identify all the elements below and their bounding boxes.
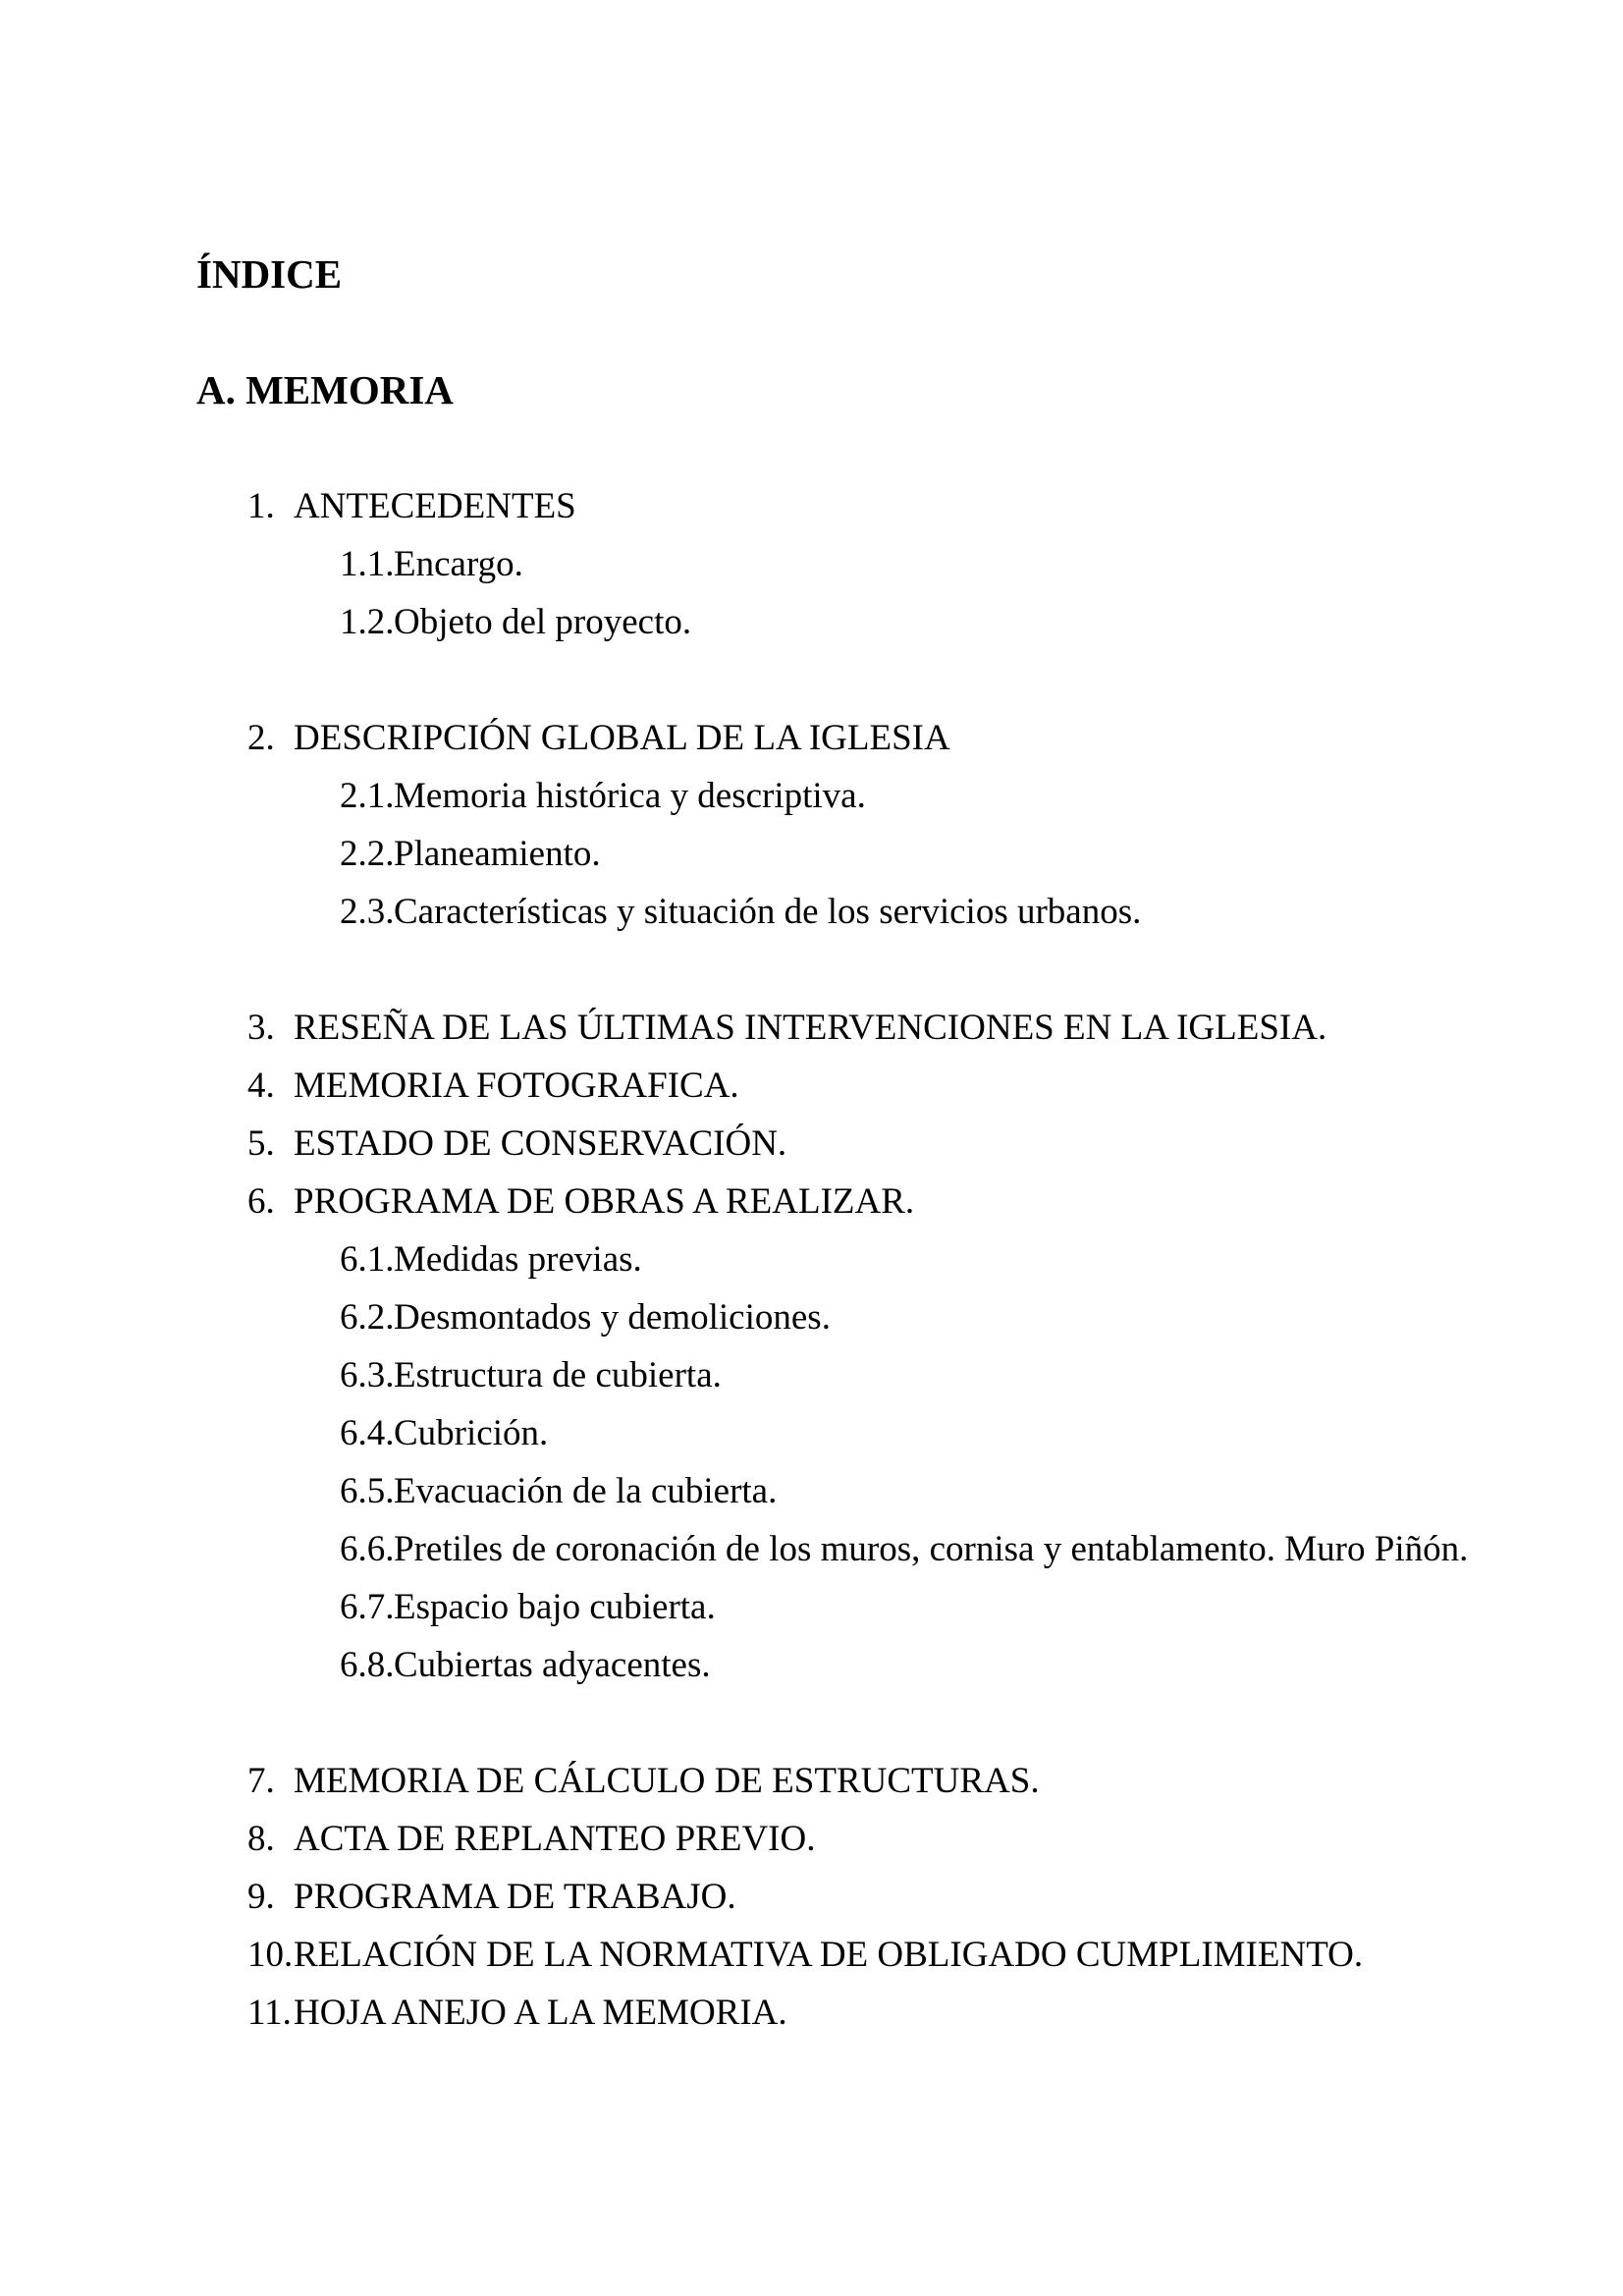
toc-item-label: Pretiles de coronación de los muros, cornisa y entablamento. Muro Piñón. [394,1529,1469,1569]
toc-item [196,1984,1476,2042]
toc-item-label: Espacio bajo cubierta. [394,1587,716,1627]
toc-item-label: Medidas previas. [394,1239,642,1280]
toc-item-label: Desmontados y demoliciones. [394,1297,831,1338]
toc-item-number: 2.1. [340,776,395,816]
toc-item-label: Estructura de cubierta. [394,1355,722,1395]
table-of-contents [196,477,1476,2042]
toc-subitem [196,535,1476,593]
toc-item-label: ANTECEDENTES [294,486,576,526]
toc-item-label: ESTADO DE CONSERVACIÓN. [294,1123,787,1164]
toc-item-label: Planeamiento. [394,834,601,874]
toc-subitem [196,1346,1476,1404]
toc-item-label: ACTA DE REPLANTEO PREVIO. [294,1819,816,1859]
toc-item [196,477,1476,535]
toc-subitem [196,593,1476,651]
toc-subitem [196,1578,1476,1636]
toc-subitem [196,1288,1476,1346]
toc-item-label: HOJA ANEJO A LA MEMORIA. [294,1993,787,2033]
toc-subitem [196,825,1476,883]
toc-item-number: 1. [247,486,275,526]
toc-item-label: RESEÑA DE LAS ÚLTIMAS INTERVENCIONES EN LA IGLESIA. [294,1008,1327,1048]
toc-item-number: 10. [247,1935,294,1975]
toc-item-number: 4. [247,1066,275,1106]
toc-subitem [196,883,1476,941]
toc-group-1 [196,477,1476,651]
toc-item [196,999,1476,1057]
toc-item [196,1752,1476,1810]
toc-item-number: 1.1. [340,544,395,584]
toc-item [196,1926,1476,1984]
toc-item [196,709,1476,767]
toc-subitem [196,1462,1476,1520]
toc-item-label: Características y situación de los servicios urbanos. [394,892,1142,932]
toc-item-label: Objeto del proyecto. [394,602,692,642]
toc-item-number: 1.2. [340,602,395,642]
part-heading: A. MEMORIA [196,367,454,412]
toc-item-number: 8. [247,1819,275,1859]
toc-item [196,1115,1476,1173]
toc-item [196,1057,1476,1115]
toc-subitem [196,767,1476,825]
toc-item-label: Cubrición. [394,1413,549,1453]
toc-subitem [196,1520,1476,1578]
toc-group-3 [196,999,1476,1694]
toc-item-number: 6.7. [340,1587,395,1627]
toc-item-label: RELACIÓN DE LA NORMATIVA DE OBLIGADO CUMPLIMIENTO. [294,1935,1364,1975]
toc-item-number: 3. [247,1008,275,1048]
toc-item-label: MEMORIA FOTOGRAFICA. [294,1066,739,1106]
toc-item-number: 7. [247,1761,275,1801]
toc-item-label: PROGRAMA DE TRABAJO. [294,1877,736,1917]
toc-subitem [196,1230,1476,1288]
toc-item-label: Memoria histórica y descriptiva. [394,776,866,816]
toc-subitem [196,1404,1476,1462]
toc-item-label: Cubiertas adyacentes. [394,1645,711,1685]
toc-item-number: 6.2. [340,1297,395,1338]
toc-group-4 [196,1752,1476,2042]
toc-item-number: 6.5. [340,1471,395,1511]
toc-item-number: 6.1. [340,1239,395,1280]
toc-item-label: Evacuación de la cubierta. [394,1471,778,1511]
page-title: ÍNDICE [196,251,343,297]
toc-item [196,1173,1476,1230]
toc-item-number: 6.3. [340,1355,395,1395]
toc-item-number: 9. [247,1877,275,1917]
toc-item-number: 6. [247,1181,275,1222]
toc-subitem [196,1636,1476,1694]
toc-item-label: Encargo. [394,544,523,584]
toc-item-label: PROGRAMA DE OBRAS A REALIZAR. [294,1181,915,1222]
toc-item-number: 5. [247,1123,275,1164]
toc-item-number: 11. [247,1993,292,2033]
toc-group-2 [196,709,1476,941]
toc-item-number: 2. [247,718,275,758]
toc-item-number: 2.3. [340,892,395,932]
toc-item [196,1810,1476,1868]
toc-item-label: MEMORIA DE CÁLCULO DE ESTRUCTURAS. [294,1761,1040,1801]
toc-item-number: 6.6. [340,1529,395,1569]
toc-item-label: DESCRIPCIÓN GLOBAL DE LA IGLESIA [294,718,950,758]
toc-item-number: 6.4. [340,1413,395,1453]
toc-item-number: 2.2. [340,834,395,874]
toc-item-number: 6.8. [340,1645,395,1685]
toc-item [196,1868,1476,1926]
